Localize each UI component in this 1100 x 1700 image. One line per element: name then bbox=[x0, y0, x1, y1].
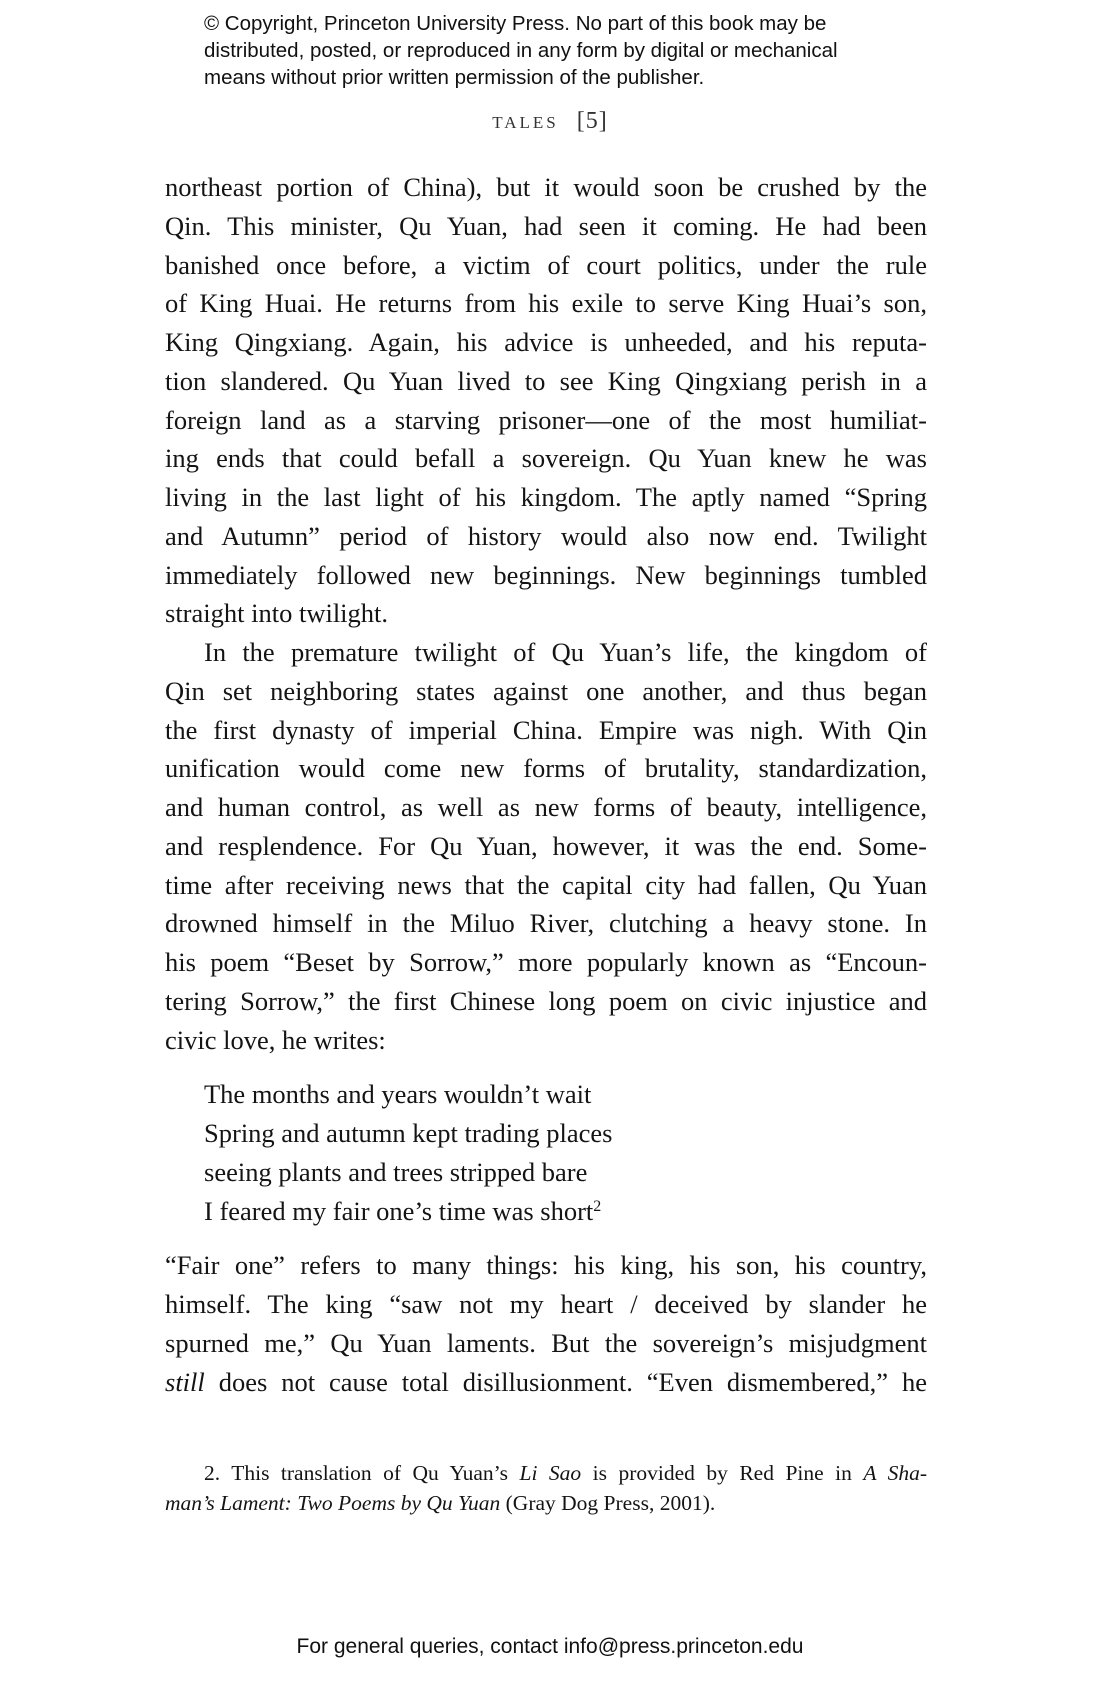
text-line: ing ends that could befall a sovereign. Qu Yuan knew he was bbox=[165, 443, 927, 474]
text-line: tering Sorrow,” the first Chinese long poem on civic injustice and bbox=[165, 985, 927, 1016]
text-line: straight into twilight. bbox=[165, 598, 389, 629]
copyright-line-3: means without prior written permission of the publisher. bbox=[204, 66, 705, 89]
text-line bbox=[165, 1363, 927, 1402]
footnote-text: is provided by Red Pine in bbox=[581, 1461, 864, 1485]
text-line: northeast portion of China), but it would soon be crushed by the bbox=[165, 172, 927, 202]
text-line: his poem “Beset by Sorrow,” more popularly known as “Encoun- bbox=[165, 947, 927, 977]
running-head-title: TALES bbox=[492, 113, 559, 132]
running-head bbox=[0, 108, 1100, 135]
paragraph-2 bbox=[165, 633, 927, 1059]
page-number: [5] bbox=[576, 108, 608, 134]
text-line: time after receiving news that the capital city had fallen, Qu Yuan bbox=[165, 869, 927, 900]
footnote-line-1 bbox=[165, 1458, 927, 1488]
text-line: “Fair one” refers to many things: his king, his son, his country, bbox=[165, 1250, 927, 1281]
poem-excerpt bbox=[165, 1075, 927, 1230]
text-line: King Qingxiang. Again, his advice is unheeded, and his reputa- bbox=[165, 327, 927, 357]
text-line: tion slandered. Qu Yuan lived to see King Qingxiang perish in a bbox=[165, 365, 927, 396]
verse-line-text: I feared my fair one’s time was short bbox=[204, 1195, 594, 1226]
paragraph-1 bbox=[165, 168, 927, 633]
footnote-marker: 2 bbox=[593, 1197, 602, 1215]
text-line: and Autumn” period of history would also now end. Twilight bbox=[165, 520, 927, 551]
copyright-line-1: © Copyright, Princeton University Press. No part of this book may be bbox=[204, 12, 827, 35]
footnote-line-2 bbox=[165, 1488, 927, 1518]
text-line: himself. The king “saw not my heart / deceived by slander he bbox=[165, 1289, 927, 1319]
emphasis-still: still bbox=[165, 1366, 205, 1397]
text-line: spurned me,” Qu Yuan laments. But the sovereign’s misjudgment bbox=[165, 1327, 927, 1358]
text-line: living in the last light of his kingdom. The aptly named “Spring bbox=[165, 482, 927, 512]
text-line: In the premature twilight of Qu Yuan’s life, the kingdom of bbox=[204, 637, 927, 667]
paragraph-3 bbox=[165, 1246, 927, 1401]
footnote-title-li-sao: Li Sao bbox=[519, 1461, 582, 1485]
footnote-text: This translation of Qu Yuan’s bbox=[220, 1461, 520, 1485]
text-line: unification would come new forms of brutality, standardization, bbox=[165, 753, 927, 784]
body-text bbox=[165, 168, 927, 1401]
copyright-notice bbox=[204, 10, 964, 91]
text-line: of King Huai. He returns from his exile to serve King Huai’s son, bbox=[165, 288, 927, 319]
text-line: the first dynasty of imperial China. Empire was nigh. With Qin bbox=[165, 714, 927, 745]
text-line-rest: does not cause total disillusionment. “Even dismembered,” he bbox=[204, 1366, 927, 1397]
text-line: and resplendence. For Qu Yuan, however, it was the end. Some- bbox=[165, 830, 927, 861]
footnote bbox=[165, 1458, 927, 1518]
verse-line: seeing plants and trees stripped bare bbox=[204, 1156, 588, 1187]
text-line: banished once before, a victim of court politics, under the rule bbox=[165, 249, 927, 280]
footnote-book-title-cont: man’s Lament: Two Poems by Qu Yuan bbox=[165, 1491, 501, 1515]
text-line: immediately followed new beginnings. New beginnings tumbled bbox=[165, 559, 927, 590]
copyright-line-2: distributed, posted, or reproduced in any form by digital or mechanical bbox=[204, 39, 838, 62]
verse-line: The months and years wouldn’t wait bbox=[204, 1079, 592, 1110]
footer-contact: For general queries, contact info@press.princeton.edu bbox=[296, 1635, 804, 1658]
footnote-number: 2. bbox=[204, 1461, 221, 1485]
text-line: foreign land as a starving prisoner—one of the most humiliat- bbox=[165, 404, 927, 435]
footnote-text: (Gray Dog Press, 2001). bbox=[500, 1491, 716, 1515]
text-line: civic love, he writes: bbox=[165, 1024, 386, 1055]
footnote-book-title: A Sha- bbox=[863, 1461, 927, 1485]
text-line: Qin set neighboring states against one another, and thus began bbox=[165, 675, 927, 706]
text-line: Qin. This minister, Qu Yuan, had seen it coming. He had been bbox=[165, 210, 927, 241]
text-line: drowned himself in the Miluo River, clutching a heavy stone. In bbox=[165, 908, 927, 939]
text-line: and human control, as well as new forms of beauty, intelligence, bbox=[165, 792, 927, 822]
verse-line: Spring and autumn kept trading places bbox=[204, 1118, 613, 1148]
verse-line bbox=[165, 1192, 927, 1231]
